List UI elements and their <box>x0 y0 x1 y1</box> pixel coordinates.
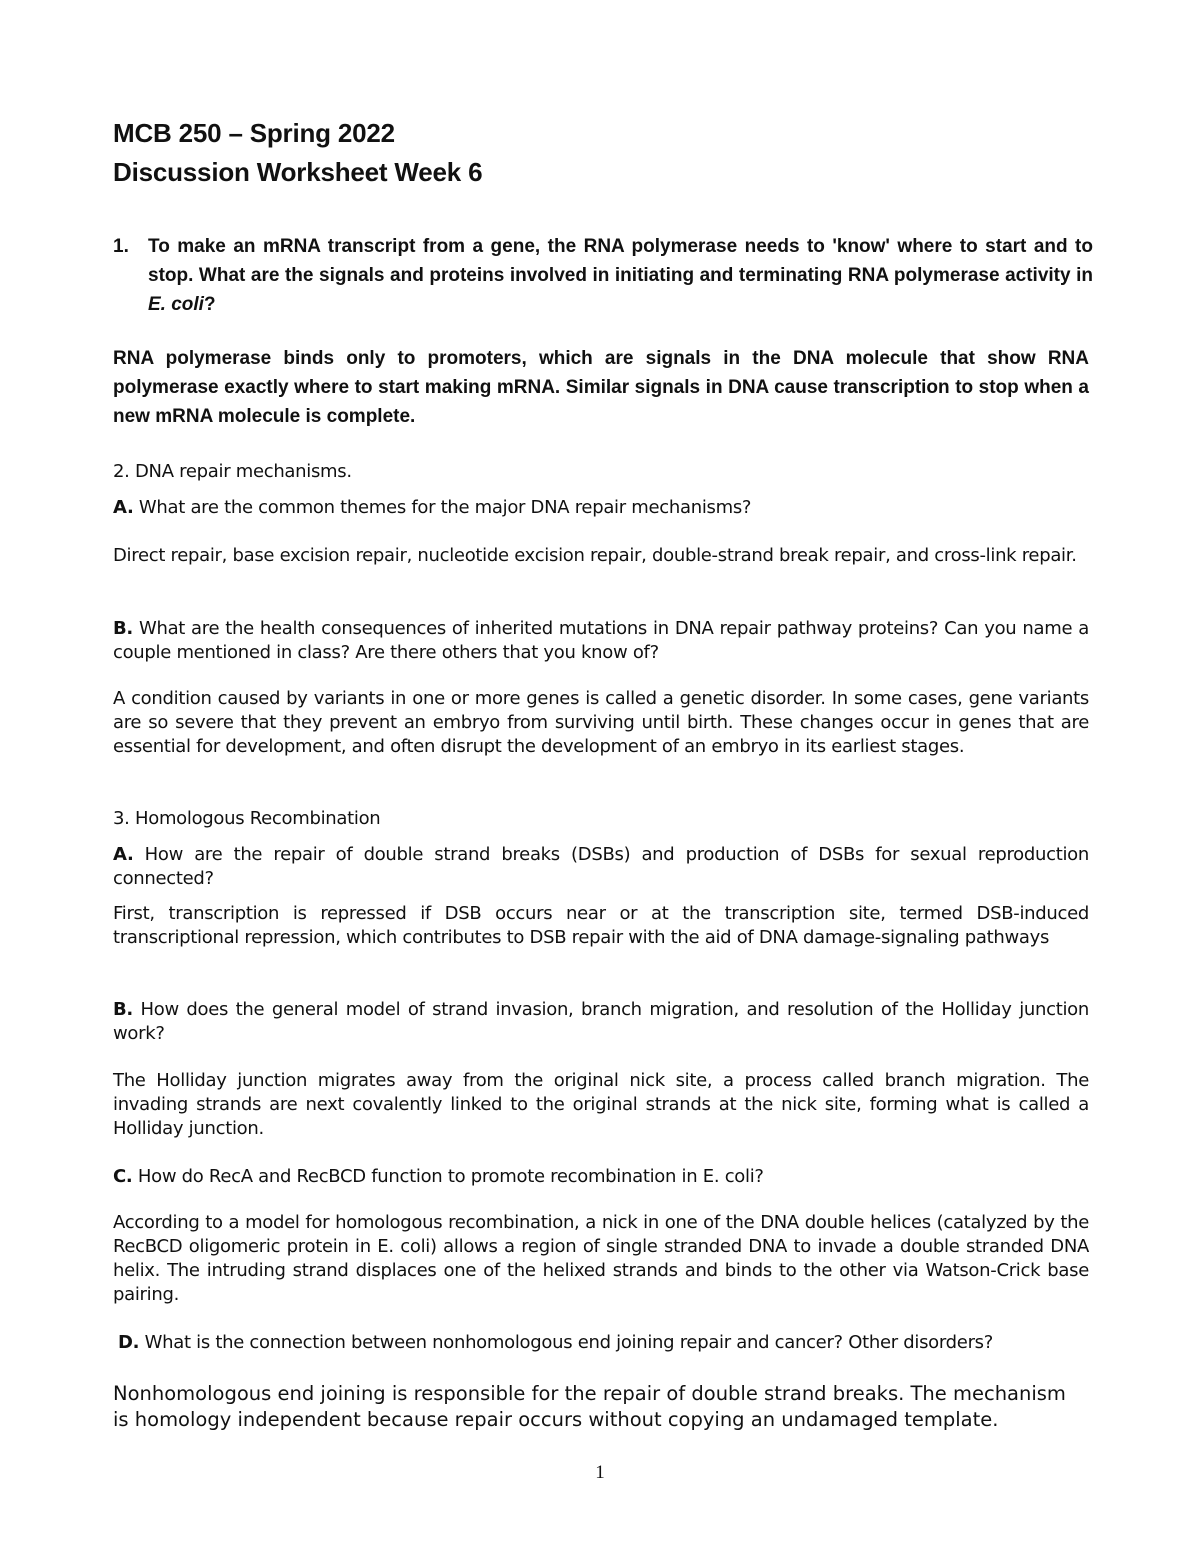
question-3b <box>113 998 1089 1046</box>
question-3b-text: How does the general model of strand invasion, branch migration, and resolution of the Holliday junction work? <box>113 999 1089 1044</box>
answer-1: RNA polymerase binds only to promoters, which are signals in the DNA molecule that show RNA polymerase exactly where to start making mRNA. Similar signals in DNA cause transcription to stop when a new mRNA molecule is complete. <box>113 348 1089 427</box>
answer-3a: First, transcription is repressed if DSB occurs near or at the transcription site, termed DSB-induced transcriptional repression, which contributes to DSB repair with the aid of DNA damage-signaling pathways <box>113 903 1089 948</box>
question-3d-label: D. <box>118 1332 140 1353</box>
page-number: 1 <box>595 1462 605 1483</box>
question-3c <box>113 1165 1089 1189</box>
question-2a-text: What are the common themes for the major DNA repair mechanisms? <box>133 497 752 518</box>
question-3a <box>113 843 1089 891</box>
question-3c-text: How do RecA and RecBCD function to promote recombination in E. coli? <box>132 1166 764 1187</box>
question-1-text <box>148 232 1093 319</box>
answer-2b: A condition caused by variants in one or more genes is called a genetic disorder. In some cases, gene variants are so severe that they prevent an embryo from surviving until birth. These changes occur in genes that are essential for development, and often disrupt the development of an embryo in its earliest stages. <box>113 688 1089 757</box>
question-1-text-main: To make an mRNA transcript from a gene, the RNA polymerase needs to 'know' where to start and to stop. What are the signals and proteins involved in initiating and terminating RNA polymerase activity in <box>148 236 1093 286</box>
question-1-text-end: ? <box>203 294 216 315</box>
worksheet-title: Discussion Worksheet Week 6 <box>113 157 483 187</box>
section-3-heading: 3. Homologous Recombination <box>113 808 381 829</box>
question-3a-label: A. <box>113 844 134 865</box>
course-title: MCB 250 – Spring 2022 <box>113 118 395 148</box>
question-2b <box>113 617 1089 665</box>
question-2a-label: A. <box>113 497 134 518</box>
question-3d <box>113 1331 1089 1355</box>
question-3d-text: What is the connection between nonhomologous end joining repair and cancer? Other disorders? <box>139 1332 993 1353</box>
question-3c-label: C. <box>113 1166 133 1187</box>
question-3a-text: How are the repair of double strand breaks (DSBs) and production of DSBs for sexual reproduction connected? <box>113 844 1089 889</box>
question-1-number: 1. <box>113 236 129 257</box>
question-2b-text: What are the health consequences of inherited mutations in DNA repair pathway proteins? Can you name a couple mentioned in class? Are there others that you know of? <box>113 618 1089 663</box>
answer-3b: The Holliday junction migrates away from the original nick site, a process called branch migration. The invading strands are next covalently linked to the original strands at the nick site, forming what is called a Holliday junction. <box>113 1070 1089 1139</box>
question-1-organism: E. coli <box>148 294 204 315</box>
section-2-heading: 2. DNA repair mechanisms. <box>113 461 352 482</box>
answer-3c: According to a model for homologous recombination, a nick in one of the DNA double helices (catalyzed by the RecBCD oligomeric protein in E. coli) allows a region of single stranded DNA to invade a double stranded DNA helix. The intruding strand displaces one of the helixed strands and binds to the other via Watson-Crick base pairing. <box>113 1212 1089 1305</box>
question-1 <box>113 232 1093 319</box>
question-3b-label: B. <box>113 999 133 1020</box>
answer-2a: Direct repair, base excision repair, nucleotide excision repair, double-strand break repair, and cross-link repair. <box>113 545 1077 566</box>
answer-3d: Nonhomologous end joining is responsible for the repair of double strand breaks. The mechanism is homology independent because repair occurs without copying an undamaged template. <box>113 1382 1066 1431</box>
question-2b-label: B. <box>113 618 133 639</box>
question-2a <box>113 496 1089 520</box>
